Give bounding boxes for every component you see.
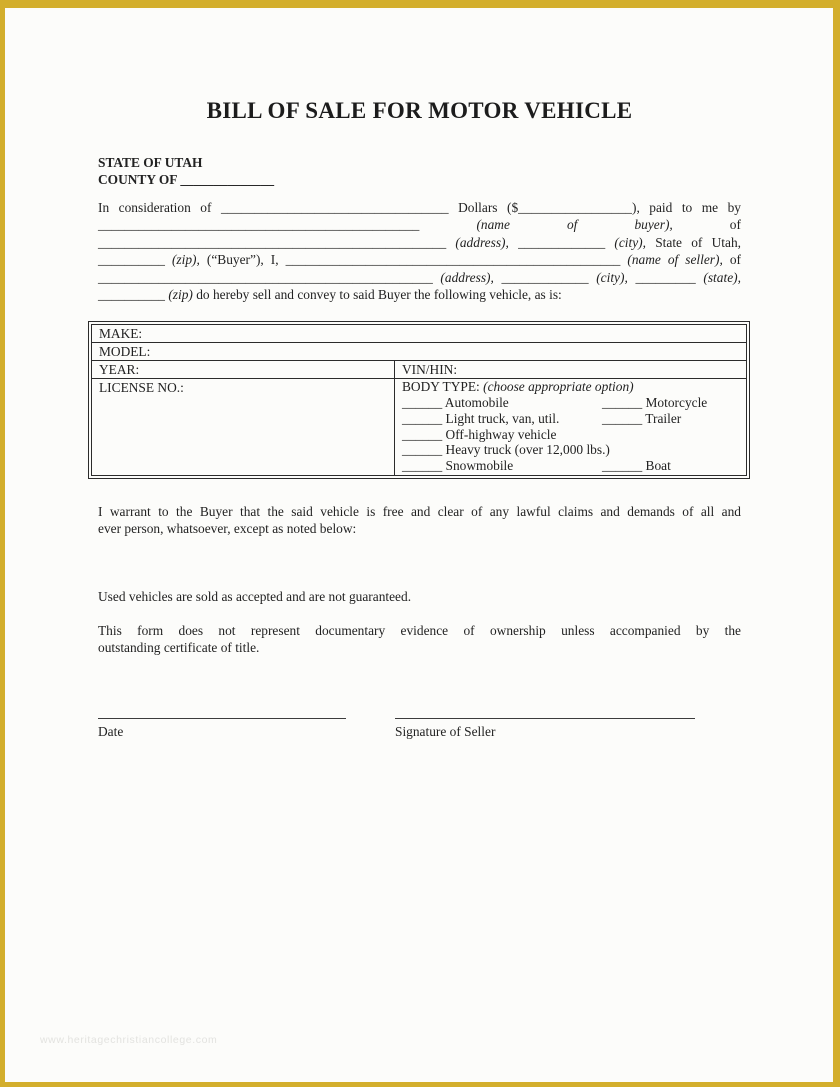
jurisdiction-block xyxy=(98,154,741,188)
text-line xyxy=(98,503,741,520)
blank-field: _________ xyxy=(635,269,696,285)
table-row-year-vin xyxy=(92,361,746,379)
vin-cell xyxy=(395,361,746,378)
date-signature-block xyxy=(98,718,346,740)
body-type-cell xyxy=(395,379,746,475)
text-segment xyxy=(509,235,518,250)
italic-hint: (zip) xyxy=(168,287,193,303)
italic-hint: of xyxy=(566,217,578,233)
body-type-option-right xyxy=(602,458,671,474)
checkbox-blank-field: ______ xyxy=(402,442,443,458)
body-type-option-label: Light truck, van, util. xyxy=(442,410,560,426)
text-segment: (“Buyer”), I, xyxy=(199,252,286,268)
italic-hint: (name of seller), xyxy=(627,252,723,268)
watermark: www.heritagechristiancollege.com xyxy=(40,1034,218,1046)
blank-field: _________________ xyxy=(518,200,632,215)
text-segment xyxy=(494,270,502,285)
table-row-model xyxy=(92,343,746,361)
make-label: MAKE: xyxy=(99,326,143,341)
text-line xyxy=(98,622,741,639)
date-label: Date xyxy=(98,724,124,739)
warranty-paragraph xyxy=(98,503,741,538)
text-line xyxy=(98,520,741,537)
body-type-option-row xyxy=(402,427,746,443)
blank-field: _____________ xyxy=(501,269,589,285)
italic-hint: (address), xyxy=(455,234,509,250)
italic-hint: (state), xyxy=(703,269,741,285)
text-segment xyxy=(510,217,567,232)
body-type-option-label: Trailer xyxy=(642,410,682,426)
text-segment xyxy=(577,217,634,232)
blank-field: __________________________________________________ xyxy=(98,269,433,285)
text-segment: of xyxy=(722,252,741,268)
vehicle-info-table xyxy=(88,321,750,479)
blank-field: __________________________________ xyxy=(220,200,449,215)
text-segment: In consideration of xyxy=(98,200,221,215)
italic-hint: (name xyxy=(476,217,510,233)
body-type-option-label: Snowmobile xyxy=(442,458,514,474)
seller-signature-label: Signature of Seller xyxy=(395,724,496,739)
text-line xyxy=(98,199,741,216)
blank-field: __________________________________________________ xyxy=(285,252,621,268)
blank-field: _____________ xyxy=(518,234,606,250)
text-segment: State of Utah, xyxy=(645,234,741,250)
body-type-header xyxy=(402,379,746,395)
checkbox-blank-field: ______ xyxy=(602,410,643,426)
blank-field: __________ xyxy=(98,252,165,268)
checkbox-blank-field: ______ xyxy=(602,395,643,410)
text-segment: Used vehicles are sold as accepted and are not guaranteed. xyxy=(98,589,412,604)
text-segment: do hereby sell and convey to said Buyer the following vehicle, as is: xyxy=(192,287,562,303)
text-segment: This form does not represent documentary evidence of ownership unless accompanied by the xyxy=(98,623,741,638)
body-type-option-row xyxy=(402,458,746,474)
text-segment xyxy=(605,235,614,250)
body-type-option-label: Boat xyxy=(642,458,671,474)
text-segment xyxy=(165,252,172,267)
text-line xyxy=(98,639,741,656)
certificate-note xyxy=(98,622,741,657)
year-cell xyxy=(92,361,395,378)
model-label: MODEL: xyxy=(99,344,151,359)
italic-hint: buyer), xyxy=(634,217,673,233)
blank-field: __________ xyxy=(98,287,165,303)
date-signature-line xyxy=(98,718,346,719)
text-segment: of xyxy=(672,217,741,233)
body-type-option-label: Off-highway vehicle xyxy=(442,426,557,442)
blank-field: ________________________________________________ xyxy=(98,217,420,233)
body-type-option-label: Automobile xyxy=(442,395,509,410)
vin-label: VIN/HIN: xyxy=(402,362,458,377)
text-segment: I warrant to the Buyer that the said vehicle is free and clear of any lawful claims and demands of all and xyxy=(98,504,741,519)
blank-field: ____________________________________________________ xyxy=(98,234,447,250)
text-line xyxy=(98,286,741,303)
text-segment xyxy=(419,217,476,232)
body-type-note: (choose appropriate option) xyxy=(483,379,634,394)
body-type-option-row xyxy=(402,411,746,427)
page-title: BILL OF SALE FOR MOTOR VEHICLE xyxy=(206,98,633,123)
italic-hint: (city), xyxy=(596,269,628,285)
body-type-option-label: Heavy truck (over 12,000 lbs.) xyxy=(442,442,610,458)
body-type-option-right xyxy=(602,411,681,427)
text-line xyxy=(98,269,741,286)
county-blank-field: ______________ xyxy=(180,172,275,187)
used-vehicles-note xyxy=(98,588,741,605)
text-line xyxy=(98,251,741,268)
license-cell xyxy=(92,379,395,475)
body-type-option-row xyxy=(402,395,746,411)
checkbox-blank-field: ______ xyxy=(402,426,443,442)
checkbox-blank-field: ______ xyxy=(402,458,443,474)
text-segment: outstanding certificate of title. xyxy=(98,640,260,656)
text-line xyxy=(98,216,741,233)
text-segment: Dollars ($ xyxy=(448,200,519,215)
text-line xyxy=(98,588,741,605)
county-line xyxy=(98,171,741,188)
checkbox-blank-field: ______ xyxy=(402,395,443,410)
italic-hint: (zip), xyxy=(171,252,200,268)
table-row-license-bodytype xyxy=(92,379,746,475)
body-type-option-row xyxy=(402,442,746,458)
seller-signature-line xyxy=(395,718,695,719)
text-segment: ever person, whatsoever, except as noted below: xyxy=(98,521,357,537)
license-label: LICENSE NO.: xyxy=(99,380,184,395)
checkbox-blank-field: ______ xyxy=(402,410,443,426)
seller-signature-block xyxy=(395,718,695,740)
italic-hint: (address), xyxy=(440,269,494,285)
text-segment: ), paid to me by xyxy=(631,200,741,215)
table-row-make xyxy=(92,325,746,343)
checkbox-blank-field: ______ xyxy=(602,458,643,474)
text-line xyxy=(98,234,741,251)
italic-hint: (city), xyxy=(614,234,646,250)
county-label: COUNTY OF xyxy=(98,172,177,187)
body-type-option-label: Motorcycle xyxy=(642,395,708,410)
year-label: YEAR: xyxy=(99,362,140,377)
body-type-label: BODY TYPE: xyxy=(402,379,480,394)
body-type-options xyxy=(402,395,746,474)
consideration-paragraph xyxy=(98,199,741,303)
state-line: STATE OF UTAH xyxy=(98,155,203,170)
body-type-option-right xyxy=(602,395,707,411)
